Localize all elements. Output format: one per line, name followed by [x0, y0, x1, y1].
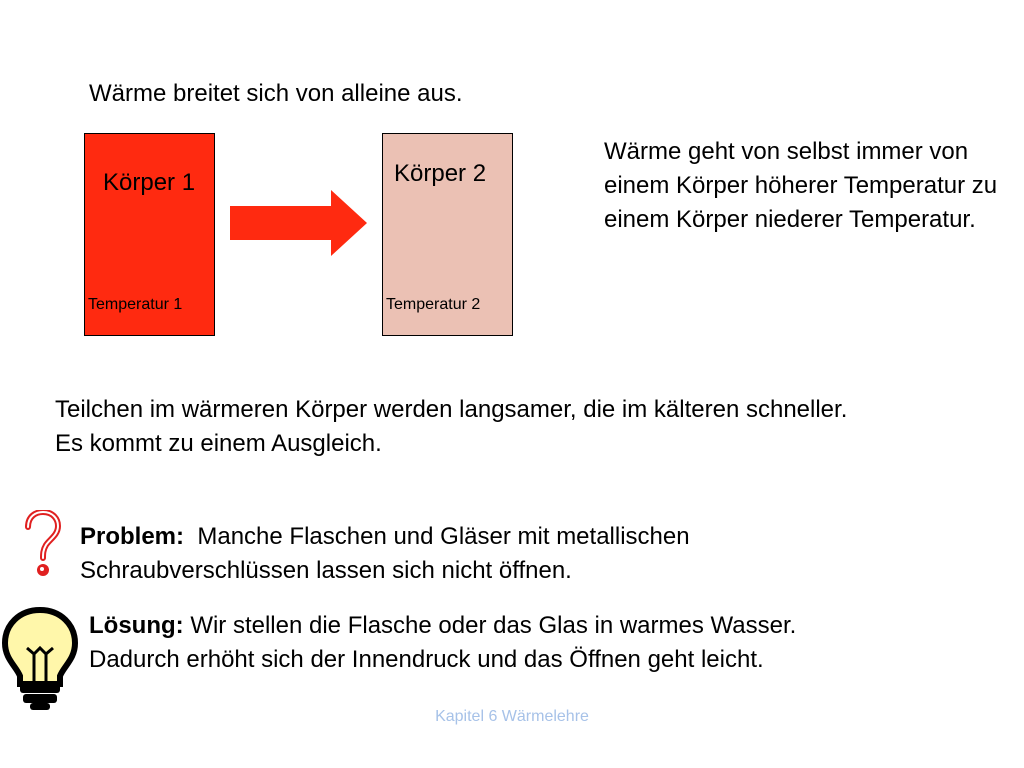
body-1-label: Körper 1	[103, 169, 196, 196]
right-arrow-icon	[228, 188, 368, 263]
body-1-temperature-label: Temperatur 1	[88, 296, 183, 313]
question-mark-icon	[22, 510, 62, 585]
solution-statement	[89, 609, 869, 677]
body-2-temperature-label: Temperatur 2	[386, 296, 481, 313]
footer-chapter-title: Kapitel 6 Wärmelehre	[435, 708, 589, 725]
problem-text: Manche Flaschen und Gläser mit metallischen Schraubverschlüssen lassen sich nicht öffnen.	[80, 523, 690, 584]
slide-heading: Wärme breitet sich von alleine aus.	[89, 80, 463, 107]
heat-flow-explanation: Wärme geht von selbst immer von einem Körper höherer Temperatur zu einem Körper niederer Temperatur.	[604, 138, 998, 233]
problem-label: Problem:	[80, 523, 185, 550]
problem-statement	[80, 520, 840, 588]
particles-text	[55, 393, 1015, 461]
particles-text-line-1: Teilchen im wärmeren Körper werden langsamer, die im kälteren schneller.	[55, 396, 848, 423]
solution-label: Lösung:	[89, 612, 184, 639]
particles-text-line-2: Es kommt zu einem Ausgleich.	[55, 430, 382, 457]
solution-text: Wir stellen die Flasche oder das Glas in warmes Wasser. Dadurch erhöht sich der Innendruck und das Öffnen geht leicht.	[89, 612, 797, 673]
light-bulb-icon	[0, 606, 80, 717]
body-2-label: Körper 2	[394, 160, 487, 187]
